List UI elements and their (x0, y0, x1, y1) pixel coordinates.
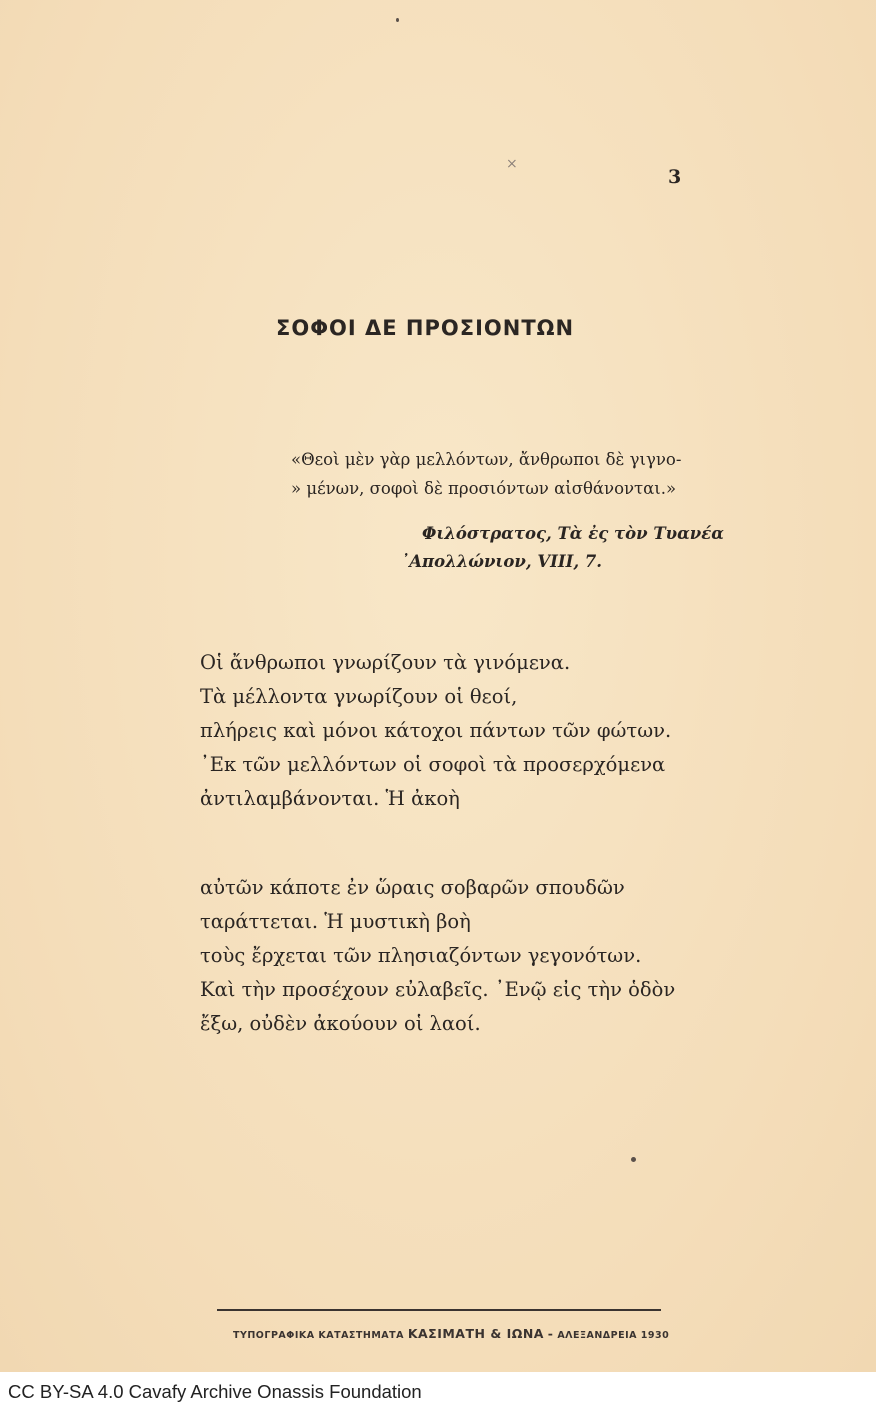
pencil-mark: × (506, 156, 518, 172)
poem-line: ἔξω, οὐδὲν ἀκούουν οἱ λαοί. (200, 1012, 481, 1035)
poem-line: ἀντιλαμβάνονται. Ἡ ἀκοὴ (200, 787, 460, 810)
poem-line: ταράττεται. Ἡ μυστικὴ βοὴ (200, 910, 471, 933)
imprint-prefix: ΤΥΠΟΓΡΑΦΙΚΑ ΚΑΤΑΣΤΗΜΑΤΑ (233, 1330, 404, 1341)
poem-line: αὐτῶν κάποτε ἐν ὥραις σοβαρῶν σπουδῶν (200, 876, 625, 899)
poem-line: Καὶ τὴν προσέχουν εὐλαβεῖς. ᾿Ενῷ εἰς τὴν ὁδὸν (200, 978, 676, 1001)
poem-line: Τὰ μέλλοντα γνωρίζουν οἱ θεοί, (200, 685, 518, 708)
license-credit: CC BY-SA 4.0 Cavafy Archive Onassis Foundation (8, 1381, 422, 1402)
poem-line: πλήρεις καὶ μόνοι κάτοχοι πάντων τῶν φώτων. (200, 719, 672, 742)
imprint-printer: ΚΑΣΙΜΑΤΗ & ΙΩΝΑ (407, 1326, 544, 1341)
poem-line: ᾿Εκ τῶν μελλόντων οἱ σοφοὶ τὰ προσερχόμενα (200, 753, 666, 776)
epigraph-source: ᾿Απολλώνιον, VIII, 7. (401, 552, 603, 571)
epigraph-line: » μένων, σοφοὶ δὲ προσιόντων αἰσθάνονται.» (291, 479, 677, 498)
epigraph-line: «Θεοὶ μὲν γὰρ μελλόντων, ἄνθρωποι δὲ γιγνο- (291, 450, 682, 469)
page-number: 3 (668, 166, 682, 188)
poem-line: Οἱ ἄνθρωποι γνωρίζουν τὰ γινόμενα. (200, 651, 571, 674)
epigraph-source: Φιλόστρατος, Τὰ ἐς τὸν Τυανέα (422, 524, 724, 543)
ink-speck (396, 18, 399, 22)
printer-imprint (233, 1326, 669, 1341)
poem-line: τοὺς ἔρχεται τῶν πλησιαζόντων γεγονότων. (200, 944, 642, 967)
imprint-separator: - (547, 1326, 554, 1341)
footer-rule (217, 1309, 661, 1311)
ink-speck (631, 1157, 636, 1162)
imprint-suffix: ΑΛΕΞΑΝΔΡΕΙΑ 1930 (557, 1330, 670, 1341)
poem-title: ΣΟΦΟΙ ΔΕ ΠΡΟΣΙΟΝΤΩΝ (276, 316, 575, 340)
